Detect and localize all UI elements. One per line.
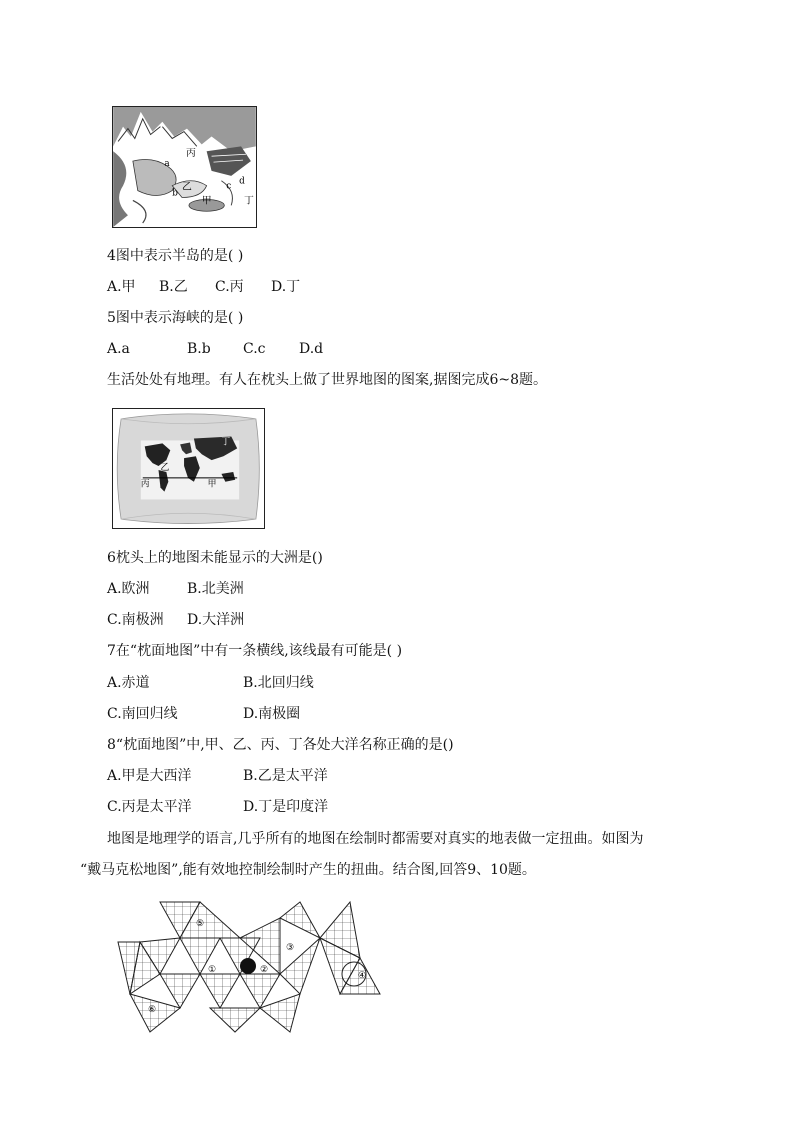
q8-option-b[interactable]: B.乙是太平洋 xyxy=(243,768,328,784)
label-n5: ⑤ xyxy=(196,919,205,929)
label-d: d xyxy=(239,176,245,187)
q6-option-b[interactable]: B.北美洲 xyxy=(187,581,244,597)
q8-option-d[interactable]: D.丁是印度洋 xyxy=(243,799,329,815)
pillow-map-figure xyxy=(112,408,265,529)
q6-option-a[interactable]: A.欧洲 xyxy=(107,581,150,597)
q5-option-d[interactable]: D.d xyxy=(299,341,324,357)
label-yi: 乙 xyxy=(182,181,192,193)
label-n6: ⑥ xyxy=(148,1005,157,1015)
label-bing: 丙 xyxy=(185,148,196,160)
label-ding: 丁 xyxy=(244,195,254,207)
label-ding: 丁 xyxy=(221,437,231,448)
pillow-map xyxy=(113,409,264,528)
dymaxion-map xyxy=(110,898,382,1034)
q8-option-a[interactable]: A.甲是大西洋 xyxy=(107,768,192,784)
q5-option-b[interactable]: B.b xyxy=(187,341,211,357)
label-n4: ④ xyxy=(358,971,367,981)
landscape-sketch xyxy=(113,107,256,227)
intro-dymaxion-line1: 地图是地理学的语言,几乎所有的地图在绘制时都需要对真实的地表做一定扭曲。如图为 xyxy=(107,831,644,847)
intro-pillow: 生活处处有地理。有人在枕头上做了世界地图的图案,据图完成6~8题。 xyxy=(107,372,547,388)
q8-stem: 8“枕面地图”中,甲、乙、丙、丁各处大洋名称正确的是() xyxy=(107,737,454,753)
intro-dymaxion-line2: “戴马克松地图”,能有效地控制绘制时产生的扭曲。结合图,回答9、10题。 xyxy=(80,862,536,878)
q6-option-c[interactable]: C.南极洲 xyxy=(107,612,164,628)
label-n2: ② xyxy=(260,965,269,975)
q7-option-a[interactable]: A.赤道 xyxy=(107,675,150,691)
label-yi: 乙 xyxy=(160,462,170,473)
q5-option-c[interactable]: C.c xyxy=(243,341,266,357)
q5-stem: 5图中表示海峡的是( ) xyxy=(107,310,244,326)
q6-option-d[interactable]: D.大洋洲 xyxy=(187,612,245,628)
q4-option-b[interactable]: B.乙 xyxy=(159,279,188,295)
q7-stem: 7在“枕面地图”中有一条横线,该线最有可能是( ) xyxy=(107,643,403,659)
q4-option-d[interactable]: D.丁 xyxy=(271,279,301,295)
q4-stem: 4图中表示半岛的是( ) xyxy=(107,248,244,264)
q6-stem: 6枕头上的地图未能显示的大洲是() xyxy=(107,550,323,566)
label-n3: ③ xyxy=(286,943,295,953)
label-jia: 甲 xyxy=(207,479,217,490)
q8-option-c[interactable]: C.丙是太平洋 xyxy=(107,799,192,815)
label-bing: 丙 xyxy=(140,479,150,490)
q5-option-a[interactable]: A.a xyxy=(107,341,130,357)
q7-option-c[interactable]: C.南回归线 xyxy=(107,706,178,722)
label-c: c xyxy=(226,181,232,192)
label-a: a xyxy=(164,159,170,170)
label-b: b xyxy=(172,188,178,199)
q4-option-c[interactable]: C.丙 xyxy=(215,279,244,295)
dymaxion-map-figure xyxy=(110,898,382,1034)
q7-option-d[interactable]: D.南极圈 xyxy=(243,706,301,722)
q7-option-b[interactable]: B.北回归线 xyxy=(243,675,314,691)
label-n1: ① xyxy=(208,965,217,975)
q4-option-a[interactable]: A.甲 xyxy=(107,279,136,295)
landscape-figure xyxy=(112,106,257,228)
label-jia: 甲 xyxy=(201,195,212,207)
